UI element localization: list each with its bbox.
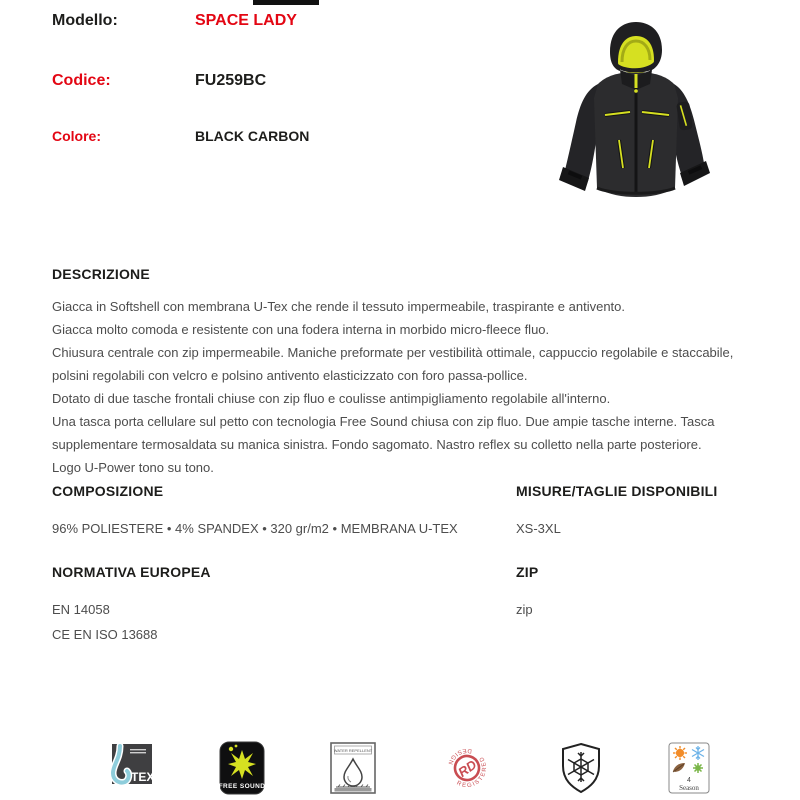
description-paragraph: Chiusura centrale con zip impermeabile. Maniche preformate per vestibilità ottimale, cappuccio regolabile e staccabile, polsini regolabili con velcro e polsino antivento elasticizzato con foro passa-pollice.	[52, 345, 734, 383]
description-paragraph: Giacca in Softshell con membrana U-Tex che rende il tessuto impermeabile, traspirante e antivento.	[52, 299, 626, 314]
zip-value: zip	[516, 602, 533, 617]
description-paragraph: Giacca molto comoda e resistente con una fodera interna in morbido micro-fleece fluo.	[52, 322, 550, 337]
description-heading: DESCRIZIONE	[52, 266, 150, 282]
color-value: BLACK CARBON	[195, 128, 310, 144]
model-value: SPACE LADY	[195, 12, 297, 29]
standards-heading: NORMATIVA EUROPEA	[52, 564, 211, 580]
standards-section	[52, 564, 492, 647]
registered-design-stamp-icon	[440, 741, 494, 795]
composition-heading: COMPOSIZIONE	[52, 483, 164, 499]
four-season-icon	[668, 742, 710, 794]
standard-item: CE EN ISO 13688	[52, 627, 158, 642]
sizes-section	[516, 483, 760, 541]
cold-protection-shield-icon	[559, 742, 603, 794]
water-repellent-icon	[330, 742, 376, 794]
color-label: Colore:	[52, 128, 101, 144]
utex-membrane-icon	[98, 743, 154, 793]
composition-value: 96% POLIESTERE • 4% SPANDEX • 320 gr/m2 • MEMBRANA U-TEX	[52, 521, 458, 536]
svg-text:FREE SOUND: FREE SOUND	[218, 783, 265, 790]
description-body	[52, 295, 760, 479]
product-image-jacket	[552, 18, 720, 210]
page-top-crop-mark	[253, 0, 319, 5]
color-row	[52, 128, 309, 144]
svg-text:RD: RD	[455, 756, 480, 780]
sizes-heading: MISURE/TAGLIE DISPONIBILI	[516, 483, 718, 499]
zip-section	[516, 564, 760, 622]
code-row	[52, 72, 266, 90]
free-sound-icon	[219, 741, 265, 795]
svg-text:REGISTERED: REGISTERED	[455, 754, 489, 790]
svg-text:WATER REPELLENT: WATER REPELLENT	[333, 748, 372, 753]
model-label: Modello:	[52, 12, 118, 29]
svg-text:DESIGN: DESIGN	[446, 746, 473, 767]
svg-text:4: 4	[687, 777, 691, 784]
certification-badges-row	[98, 740, 710, 796]
standards-values	[52, 597, 492, 647]
model-row	[52, 12, 297, 30]
composition-section	[52, 483, 492, 541]
zip-heading: ZIP	[516, 564, 539, 580]
svg-text:TEX: TEX	[131, 770, 154, 784]
svg-text:Season: Season	[679, 784, 699, 792]
code-value: FU259BC	[195, 72, 267, 89]
code-label: Codice:	[52, 72, 111, 89]
description-paragraph: Dotato di due tasche frontali chiuse con zip fluo e coulisse antimpigliamento regolabile all'interno.	[52, 391, 611, 406]
sizes-value: XS-3XL	[516, 521, 561, 536]
description-paragraph: Una tasca porta cellulare sul petto con tecnologia Free Sound chiusa con zip fluo. Due ampie tasche interne. Tasca supplementare termosaldata su manica sinistra. Fondo sagomato. Nastro reflex su colletto nella parte posteriore.	[52, 414, 715, 452]
standard-item: EN 14058	[52, 602, 110, 617]
description-section	[52, 266, 760, 479]
description-paragraph: Logo U-Power tono su tono.	[52, 460, 214, 475]
